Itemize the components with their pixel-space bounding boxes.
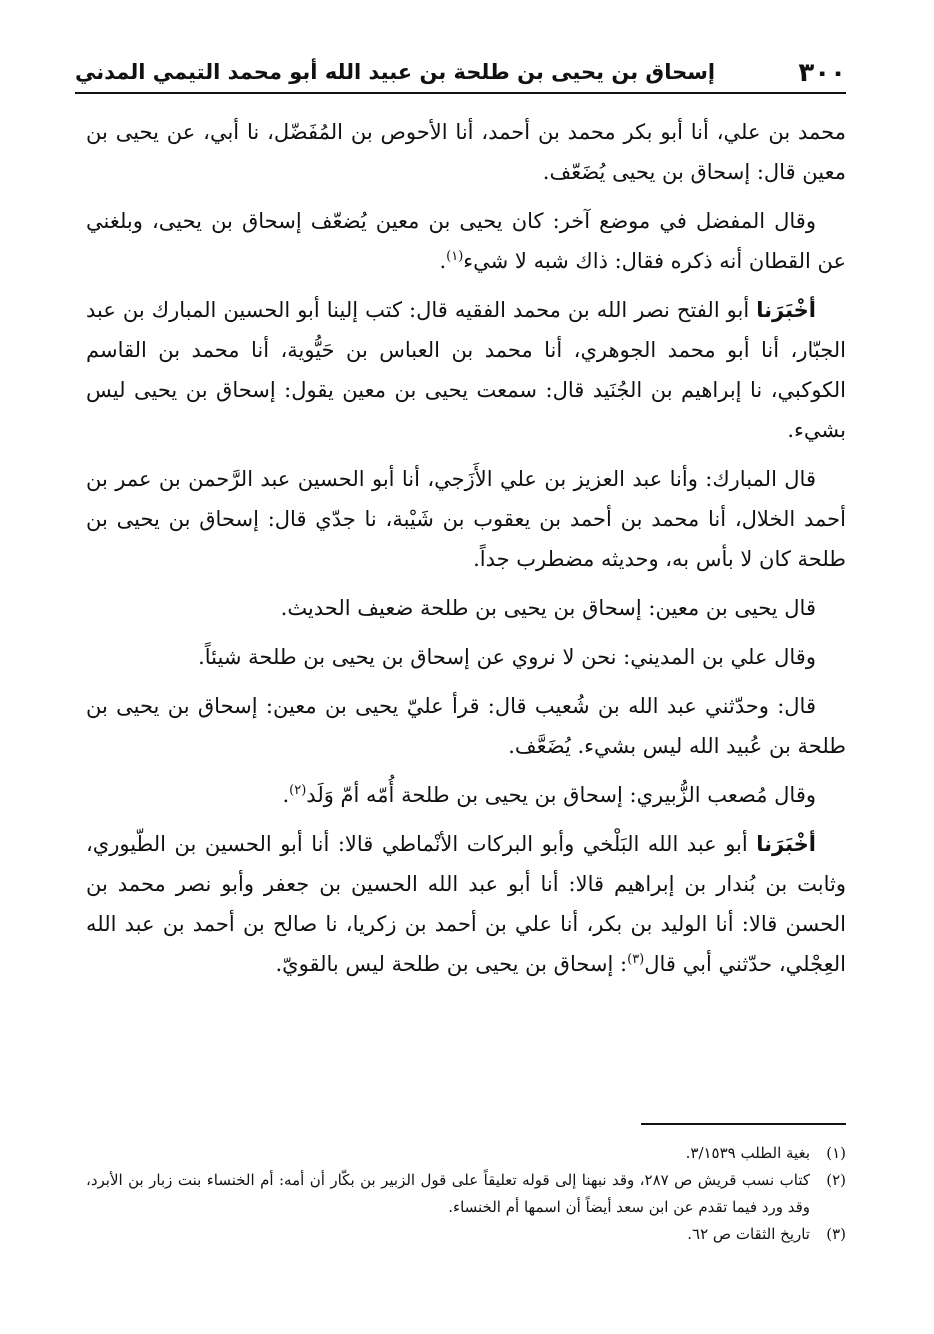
paragraph-text: قال يحيى بن معين: إسحاق بن يحيى بن طلحة ضعيف الحديث. (280, 596, 816, 620)
paragraph-text: قال المبارك: وأنا عبد العزيز بن علي الأَزَجي، أنا أبو الحسين عبد الرَّحمن بن عمر بن أحمد الخلال، أنا محمد بن أحمد بن يعقوب بن شَيْبة، نا جدّي قال: إسحاق بن يحيى بن طلحة كان لا بأس به، وحديثه مضطرب جداً. (86, 467, 846, 571)
paragraph-lead-word: أخْبَرَنا (756, 832, 816, 856)
footnote-rule (641, 1123, 846, 1125)
paragraph-lead-word: أخْبَرَنا (756, 298, 816, 322)
paragraph (86, 686, 846, 766)
paragraph-text-end: . (282, 783, 290, 807)
paragraph-text: قال: وحدّثني عبد الله بن شُعيب قال: قرأ عليّ يحيى بن معين: إسحاق بن يحيى بن طلحة بن عُبيد الله ليس بشيء. يُضَعَّف. (86, 694, 846, 758)
footnote-text: تاريخ الثقات ص ٦٢. (687, 1225, 810, 1243)
footnote-ref: (٣) (627, 952, 645, 967)
paragraph-text-end: . (439, 249, 447, 273)
page-number: ٣٠٠ (798, 58, 846, 88)
footnote (86, 1221, 846, 1248)
footnote-number: (٣) (826, 1225, 846, 1243)
footnote (86, 1167, 846, 1221)
header-rule (75, 92, 846, 94)
paragraph (86, 637, 846, 677)
page-header (75, 50, 846, 94)
footnote-ref: (٢) (289, 783, 307, 798)
paragraph-text: وقال مُصعب الزُّبيري: إسحاق بن يحيى بن طلحة أُمّه أمّ وَلَد (306, 783, 816, 807)
running-title: إسحاق بن يحيى بن طلحة بن عبيد الله أبو محمد التيمي المدني (75, 60, 716, 84)
paragraph-text: أبو عبد الله البَلْخي وأبو البركات الأنْماطي قالا: أنا أبو الحسين بن الطّيوري، وثابت بن بُندار بن إبراهيم قالا: أنا أبو عبد الله الحسين بن جعفر وأبو نصر محمد بن الحسن قالا: أنا الوليد بن بكر، أنا علي بن أحمد بن زكريا، نا صالح بن أحمد بن عبد الله العِجْلي، حدّثني أبي قال (86, 832, 846, 976)
paragraph (86, 201, 846, 281)
footnote-text: بغية الطلب ٣/١٥٣٩. (685, 1144, 810, 1162)
paragraph (86, 588, 846, 628)
footnote (86, 1140, 846, 1167)
paragraph (86, 112, 846, 192)
footnote-ref: (١) (446, 249, 464, 264)
paragraph-text: أبو الفتح نصر الله بن محمد الفقيه قال: كتب إلينا أبو الحسين المبارك بن عبد الجبّار، أنا أبو محمد الجوهري، أنا محمد بن العباس بن حَيُّوية، أنا محمد بن القاسم الكوكبي، نا إبراهيم بن الجُنَيد قال: سمعت يحيى بن معين يقول: إسحاق بن يحيى ليس بشيء. (86, 298, 846, 442)
paragraph-text-end: : إسحاق بن يحيى بن طلحة ليس بالقويّ. (275, 952, 628, 976)
main-text (86, 112, 846, 993)
paragraph-text: محمد بن علي، أنا أبو بكر محمد بن أحمد، أنا الأحوص بن المُفَضّل، نا أبي، عن يحيى بن معين قال: إسحاق بن يحيى يُضَعّف. (86, 120, 846, 184)
paragraph (86, 290, 846, 450)
footnote-number: (٢) (826, 1171, 846, 1189)
paragraph (86, 824, 846, 984)
footnotes (86, 1140, 846, 1248)
paragraph-text: وقال علي بن المديني: نحن لا نروي عن إسحاق بن يحيى بن طلحة شيئاً. (198, 645, 816, 669)
paragraph (86, 775, 846, 815)
paragraph (86, 459, 846, 579)
paragraph-text: وقال المفضل في موضع آخر: كان يحيى بن معين يُضعّف إسحاق بن يحيى، وبلغني عن القطان أنه ذكره فقال: ذاك شبه لا شيء (86, 209, 846, 273)
footnote-text: كتاب نسب قريش ص ٢٨٧، وقد نبهنا إلى قوله تعليقاً على قول الزبير بن بكّار أن أمه: أم الخنساء بنت زبار بن الأبرد، وقد ورد فيما تقدم عن ابن سعد أيضاً أن اسمها أم الخنساء. (86, 1171, 810, 1216)
footnote-number: (١) (826, 1144, 846, 1162)
